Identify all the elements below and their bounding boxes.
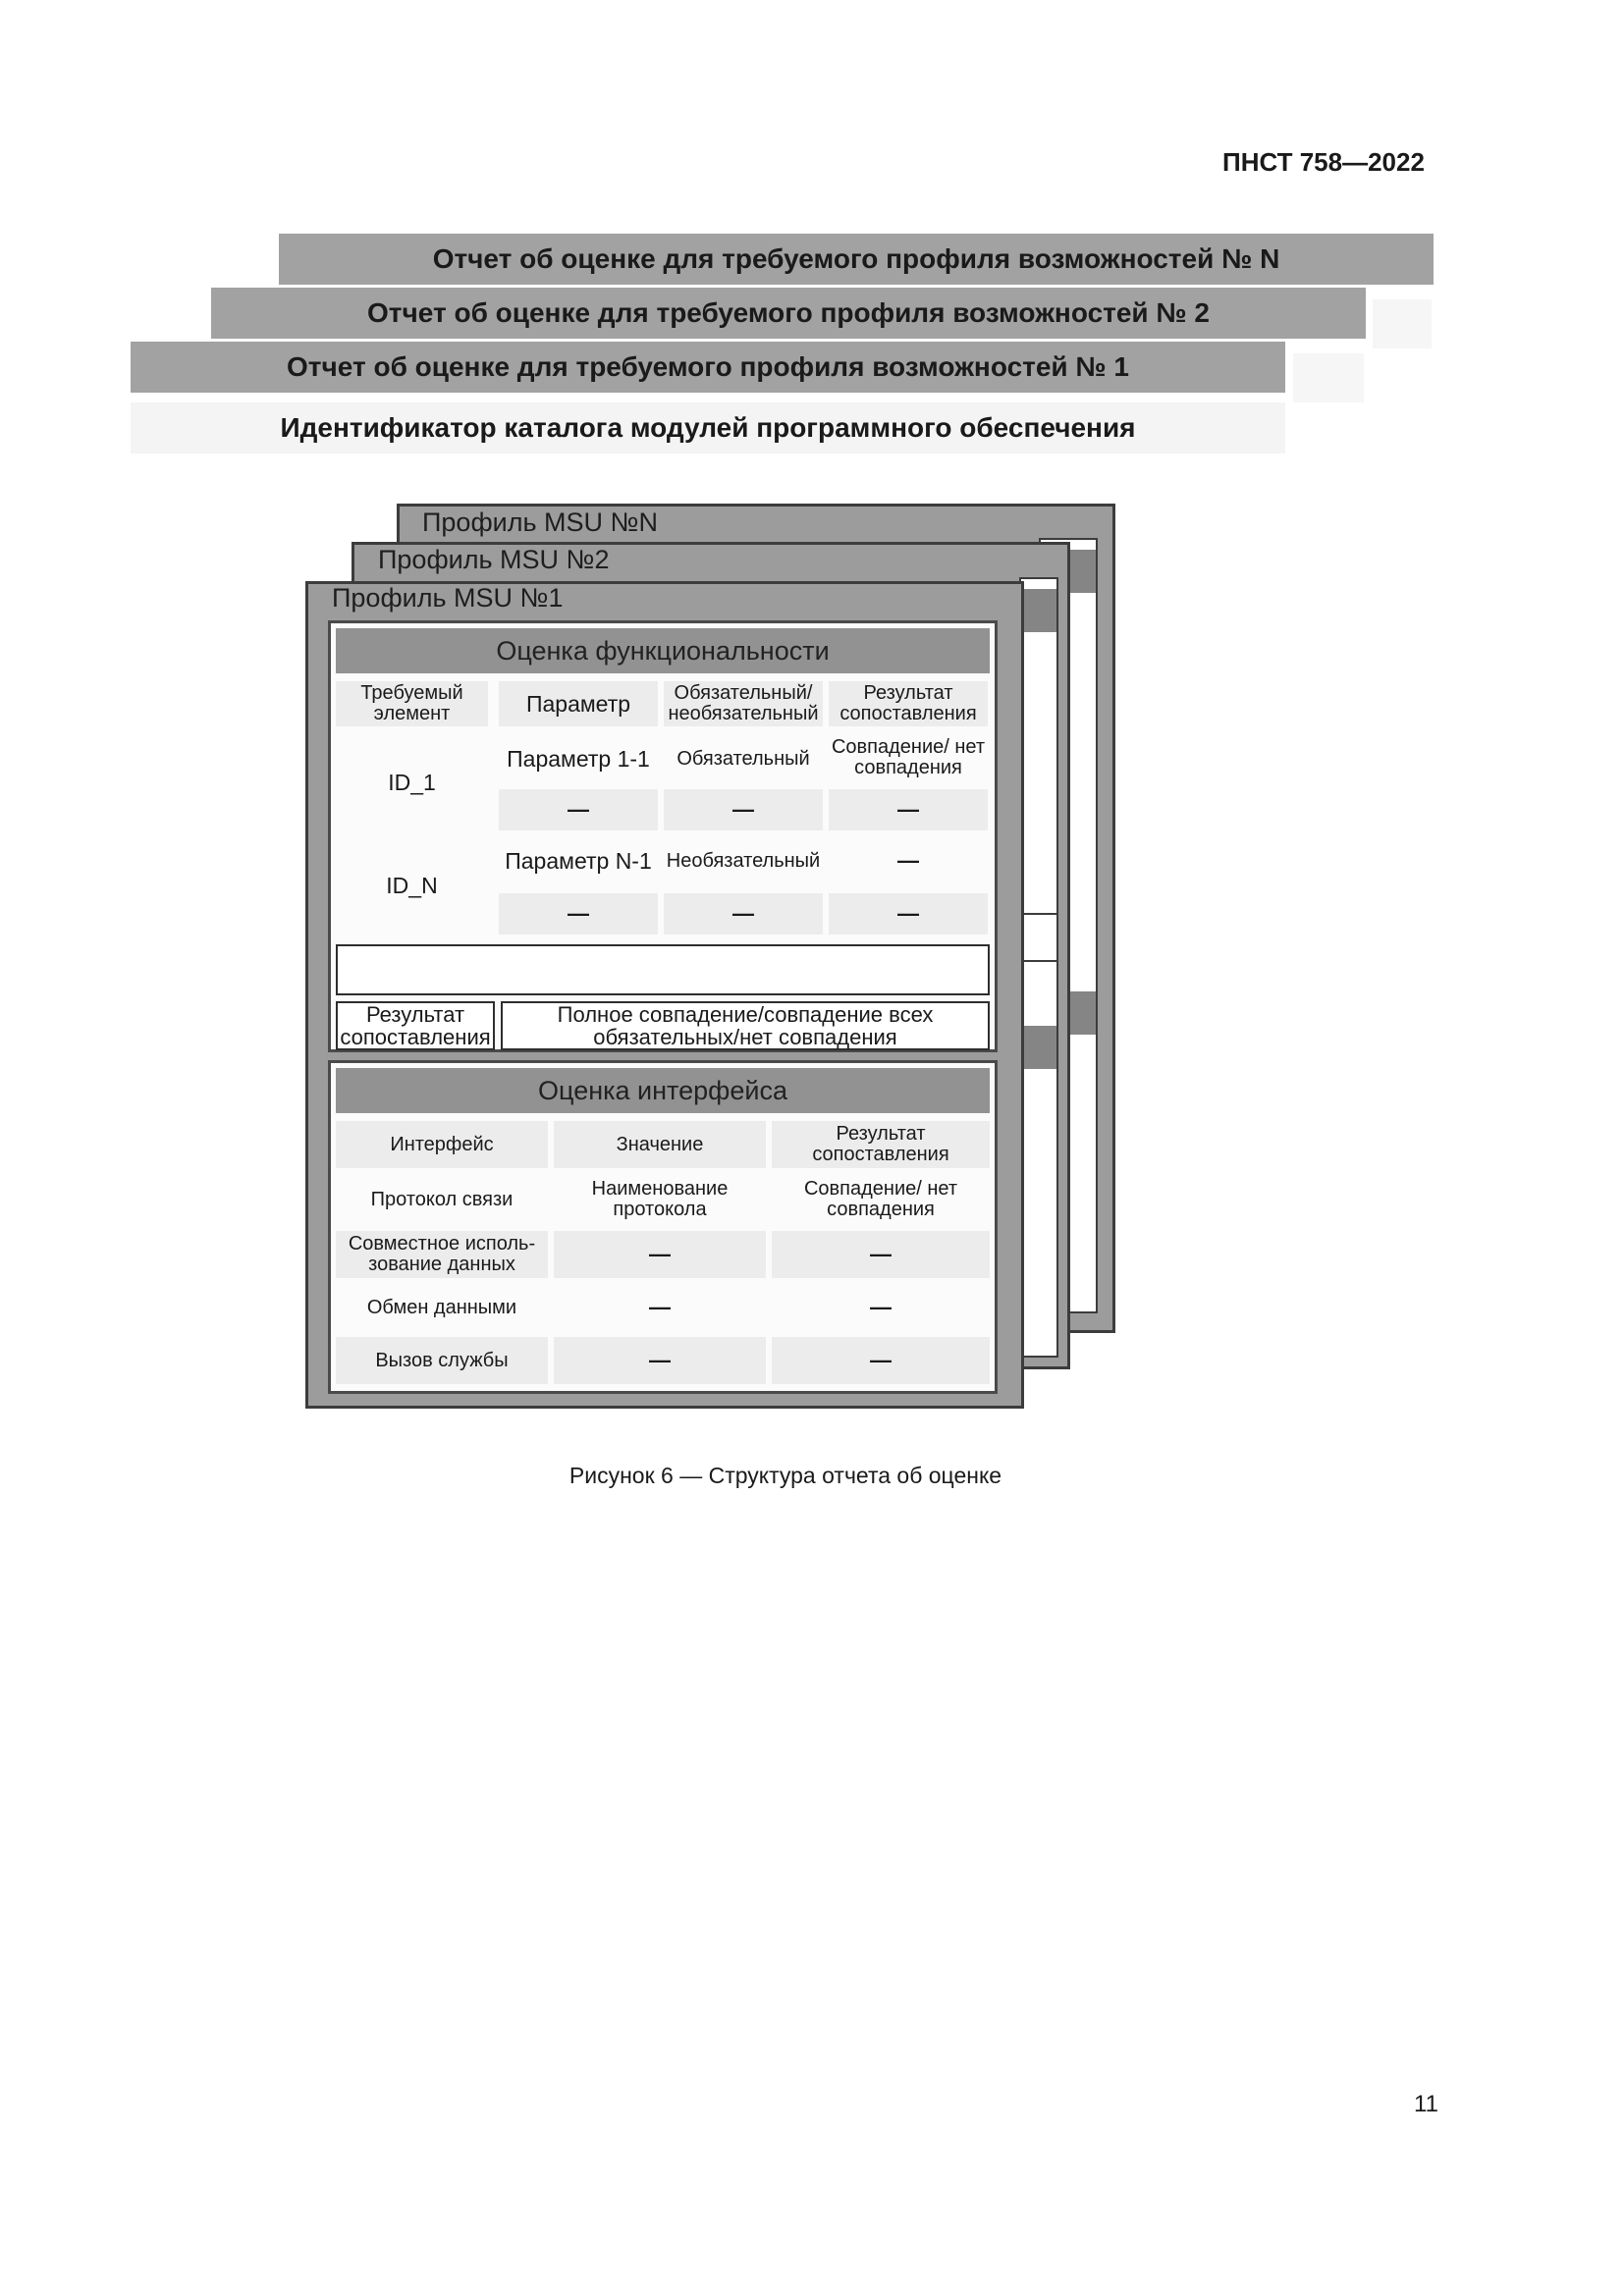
report-bar-n: Отчет об оценке для требуемого профиля возможностей № N (279, 234, 1434, 285)
dash-cell: — (829, 893, 988, 934)
interface-evaluation-title: Оценка интерфейса (336, 1068, 990, 1113)
match-result-value: Совпадение/ нет совпадения (831, 736, 986, 778)
document-code: ПНСТ 758—2022 (1222, 147, 1425, 177)
required-element-id-n: ID_N (386, 872, 438, 898)
interface-name-protocol: Протокол связи (370, 1188, 514, 1210)
catalog-identifier-bar: Идентификатор каталога модулей программного обеспечения (131, 402, 1285, 454)
header-interface-match-result: Результат сопоставления (772, 1121, 990, 1168)
figure-caption: Рисунок 6 — Структура отчета об оценке (568, 1463, 1002, 1488)
profile-panel-2 (1019, 577, 1058, 1358)
dash-cell: — (829, 789, 988, 830)
profile-title-1: Профиль MSU №1 (332, 583, 564, 613)
header-required-element: Требуемый элемент (336, 681, 488, 726)
profile-title-2: Профиль MSU №2 (378, 545, 610, 574)
interface-result-protocol: Совпадение/ нет совпадения (803, 1178, 958, 1220)
report-bar-1: Отчет об оценке для требуемого профиля возможностей № 1 (131, 342, 1285, 393)
dash-cell: — (664, 789, 823, 830)
interface-result-data-exchange: — (870, 1295, 892, 1320)
page-number: 11 (1414, 2091, 1438, 2117)
interface-name-data-sharing: Совместное исполь-зование данных (336, 1231, 548, 1278)
interface-result-service-call: — (772, 1337, 990, 1384)
dash-cell: — (499, 789, 658, 830)
parameter-1-1: Параметр 1-1 (507, 745, 650, 772)
header-match-result: Результат сопоставления (829, 681, 988, 726)
interface-result-data-sharing: — (772, 1231, 990, 1278)
header-value: Значение (554, 1121, 766, 1168)
interface-value-data-exchange: — (649, 1295, 671, 1320)
result-label-box: Результат сопоставления (336, 1001, 495, 1050)
empty-row-box (336, 944, 990, 995)
required-element-id-1: ID_1 (388, 769, 436, 795)
parameter-n-1: Параметр N-1 (505, 847, 652, 874)
mandatory-value: Обязательный (677, 747, 810, 770)
profile-panel-2-header-2 (1021, 1026, 1056, 1069)
header-interface: Интерфейс (336, 1121, 548, 1168)
header-mandatory-optional: Обязательный/ необязательный (664, 681, 823, 726)
optional-value: Необязательный (666, 849, 821, 872)
report-bar-1-shadow (1293, 353, 1364, 402)
header-parameter: Параметр (499, 681, 658, 726)
report-bar-2: Отчет об оценке для требуемого профиля возможностей № 2 (211, 288, 1366, 339)
interface-value-protocol: Наименование протокола (591, 1178, 729, 1220)
profile-panel-2-result-box (1021, 913, 1058, 962)
profile-panel-2-header (1021, 589, 1056, 632)
interface-value-data-sharing: — (554, 1231, 766, 1278)
dash-cell: — (499, 893, 658, 934)
interface-name-data-exchange: Обмен данными (366, 1296, 517, 1318)
report-bar-2-shadow (1373, 299, 1432, 348)
profile-title-n: Профиль MSU №N (422, 507, 659, 537)
functional-evaluation-title: Оценка функциональности (336, 628, 990, 673)
result-value-box: Полное совпадение/совпадение всех обязательных/нет совпадения (501, 1001, 990, 1050)
interface-name-service-call: Вызов службы (336, 1337, 548, 1384)
interface-value-service-call: — (554, 1337, 766, 1384)
dash-cell: — (664, 893, 823, 934)
dash-cell: — (897, 848, 919, 874)
